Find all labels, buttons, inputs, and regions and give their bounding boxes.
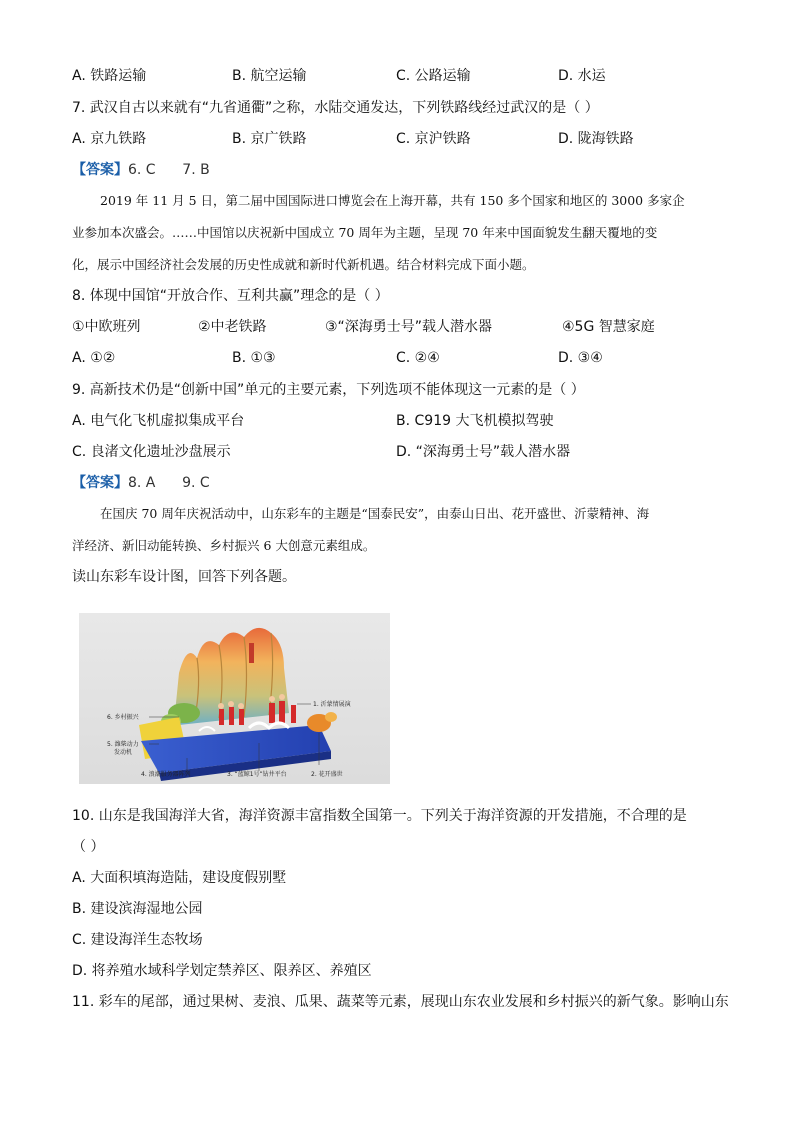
q8-item-2: ②中老铁路: [198, 319, 267, 335]
material2-line-1: 在国庆 70 周年庆祝活动中，山东彩车的主题是“国泰民安”，由泰山日出、花开盛世、沂蒙精神、海: [100, 506, 650, 521]
figure-label-4: 4. 浪潮服务器阵列: [141, 771, 191, 778]
q10-option-d: D. 将养殖水域科学划定禁养区、限养区、养殖区: [72, 963, 372, 979]
q6-option-c: C. 公路运输: [396, 68, 471, 84]
material1-line-1: 2019 年 11 月 5 日，第二届中国国际进口博览会在上海开幕，共有 150 多个国家和地区的 3000 多家企: [100, 193, 685, 208]
figure-label-5-cont: 发动机: [114, 749, 133, 756]
float-illustration: [79, 613, 390, 784]
read-prompt: 读山东彩车设计图，回答下列各题。: [72, 569, 296, 585]
q10-stem: 10. 山东是我国海洋大省，海洋资源丰富指数全国第一。下列关于海洋资源的开发措施，不合理的是: [72, 808, 687, 824]
material1-line-3: 化，展示中国经济社会发展的历史性成就和新时代新机遇。结合材料完成下面小题。: [72, 257, 535, 272]
figure-label-2: 2. 花开盛世: [311, 771, 343, 778]
q10-option-a: A. 大面积填海造陆，建设度假别墅: [72, 870, 287, 886]
q8-item-1: ①中欧班列: [72, 319, 141, 335]
q8-option-a: A. ①②: [72, 350, 116, 366]
answer-line-1: [72, 160, 210, 180]
figure-label-6: 6. 乡村振兴: [107, 714, 139, 721]
figure-label-3: 3. “蓝鲸1号”钻井平台: [227, 771, 287, 778]
q10-stem-cont: （ ）: [72, 839, 105, 855]
answer-tag: 【答案】: [72, 162, 128, 178]
q10-option-c: C. 建设海洋生态牧场: [72, 932, 203, 948]
answer-tag: 【答案】: [72, 475, 128, 491]
figure-label-1: 1. 沂蒙情展演: [313, 701, 351, 708]
q7-option-a: A. 京九铁路: [72, 131, 147, 147]
figure-label-5: 5. 潍柴动力: [107, 741, 139, 748]
q6-option-a: A. 铁路运输: [72, 68, 147, 84]
q9-option-a: A. 电气化飞机虚拟集成平台: [72, 413, 245, 429]
float-design-figure: [79, 613, 390, 784]
q8-item-3: ③“深海勇士号”载人潜水器: [325, 319, 493, 335]
q6-option-d: D. 水运: [558, 68, 606, 84]
q11-stem: 11. 彩车的尾部，通过果树、麦浪、瓜果、蔬菜等元素，展现山东农业发展和乡村振兴的新气象。影响山东: [72, 994, 729, 1010]
q7-option-d: D. 陇海铁路: [558, 131, 634, 147]
q10-option-b: B. 建设滨海湿地公园: [72, 901, 203, 917]
answer-value: 6. C 7. B: [128, 162, 210, 178]
q8-option-c: C. ②④: [396, 350, 440, 366]
q7-option-b: B. 京广铁路: [232, 131, 307, 147]
q8-option-d: D. ③④: [558, 350, 603, 366]
q9-option-c: C. 良渚文化遗址沙盘展示: [72, 444, 231, 460]
answer-line-2: [72, 473, 210, 493]
material1-line-2: 业参加本次盛会。……中国馆以庆祝新中国成立 70 周年为主题，呈现 70 年来中国面貌发生翻天覆地的变: [72, 225, 658, 240]
q7-option-c: C. 京沪铁路: [396, 131, 471, 147]
q9-option-b: B. C919 大飞机模拟驾驶: [396, 413, 554, 429]
q6-option-b: B. 航空运输: [232, 68, 307, 84]
q9-option-d: D. “深海勇士号”载人潜水器: [396, 444, 571, 460]
q8-option-b: B. ①③: [232, 350, 276, 366]
q9-stem: 9. 高新技术仍是“创新中国”单元的主要元素，下列选项不能体现这一元素的是（ ）: [72, 382, 585, 398]
material2-line-2: 洋经济、新旧动能转换、乡村振兴 6 大创意元素组成。: [72, 538, 376, 553]
q8-stem: 8. 体现中国馆“开放合作、互利共赢”理念的是（ ）: [72, 288, 389, 304]
q8-item-4: ④5G 智慧家庭: [562, 319, 655, 335]
answer-value: 8. A 9. C: [128, 475, 210, 491]
q7-stem: 7. 武汉自古以来就有“九省通衢”之称，水陆交通发达，下列铁路线经过武汉的是（ ）: [72, 100, 599, 116]
